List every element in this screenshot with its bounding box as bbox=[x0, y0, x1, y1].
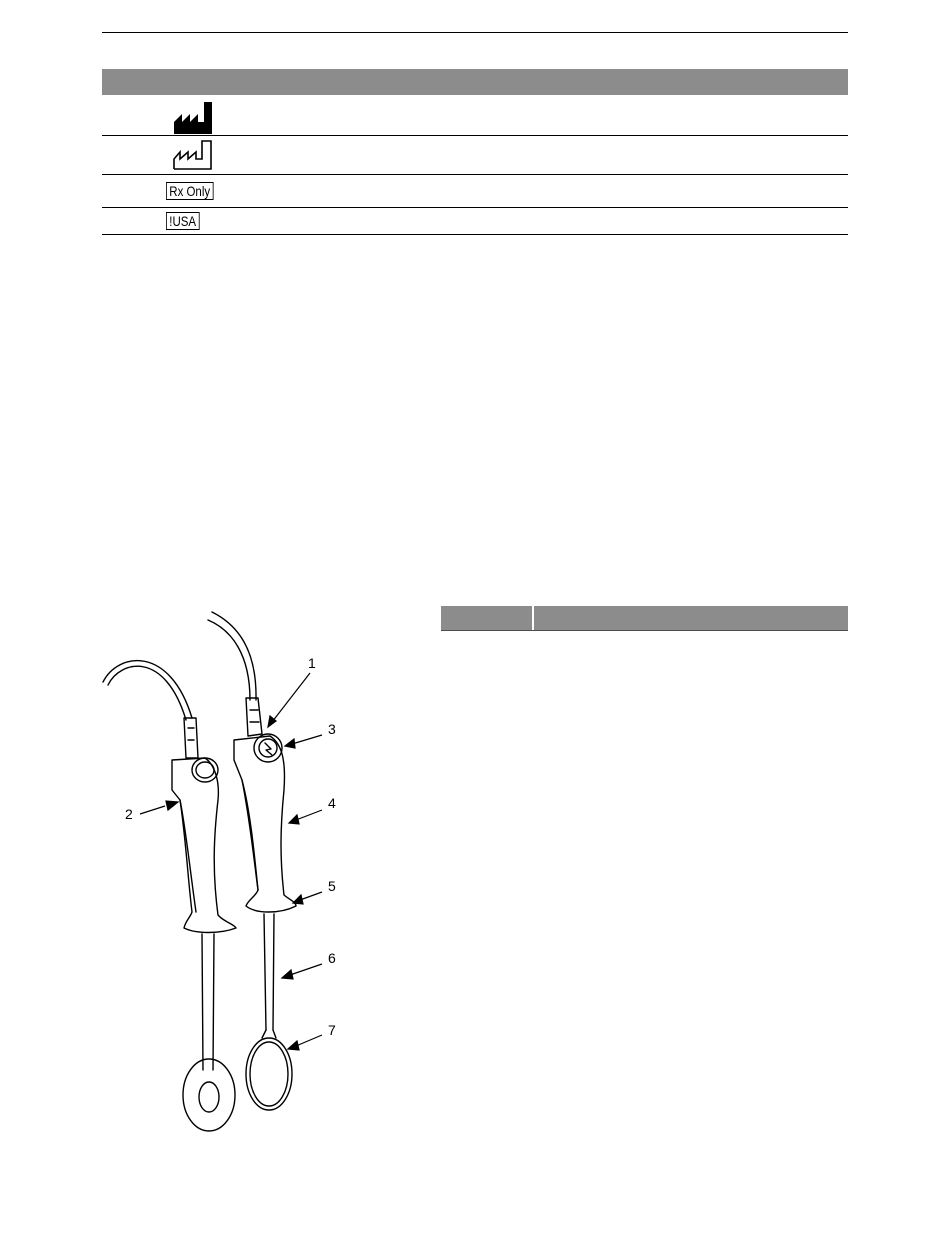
callout-2: 2 bbox=[125, 806, 133, 822]
manufacturer-icon bbox=[166, 98, 214, 139]
rx-only-label: Rx Only bbox=[166, 182, 213, 200]
callout-7: 7 bbox=[328, 1022, 336, 1038]
top-rule bbox=[102, 32, 848, 33]
table-row bbox=[102, 175, 848, 208]
callout-1: 1 bbox=[308, 655, 316, 671]
callout-6: 6 bbox=[328, 950, 336, 966]
date-of-manufacture-icon bbox=[166, 139, 214, 176]
table-row bbox=[102, 208, 848, 235]
parts-table-header bbox=[441, 606, 848, 631]
device-illustration bbox=[0, 600, 440, 1160]
parts-table bbox=[441, 606, 848, 631]
callout-3: 3 bbox=[328, 721, 336, 737]
symbols-table bbox=[102, 69, 848, 235]
table-row bbox=[102, 95, 848, 136]
symbols-table-header bbox=[102, 69, 848, 95]
callout-5: 5 bbox=[328, 878, 336, 894]
usa-label: !USA bbox=[166, 212, 199, 230]
table-row bbox=[102, 136, 848, 175]
header-divider bbox=[532, 606, 534, 630]
callout-4: 4 bbox=[328, 795, 336, 811]
